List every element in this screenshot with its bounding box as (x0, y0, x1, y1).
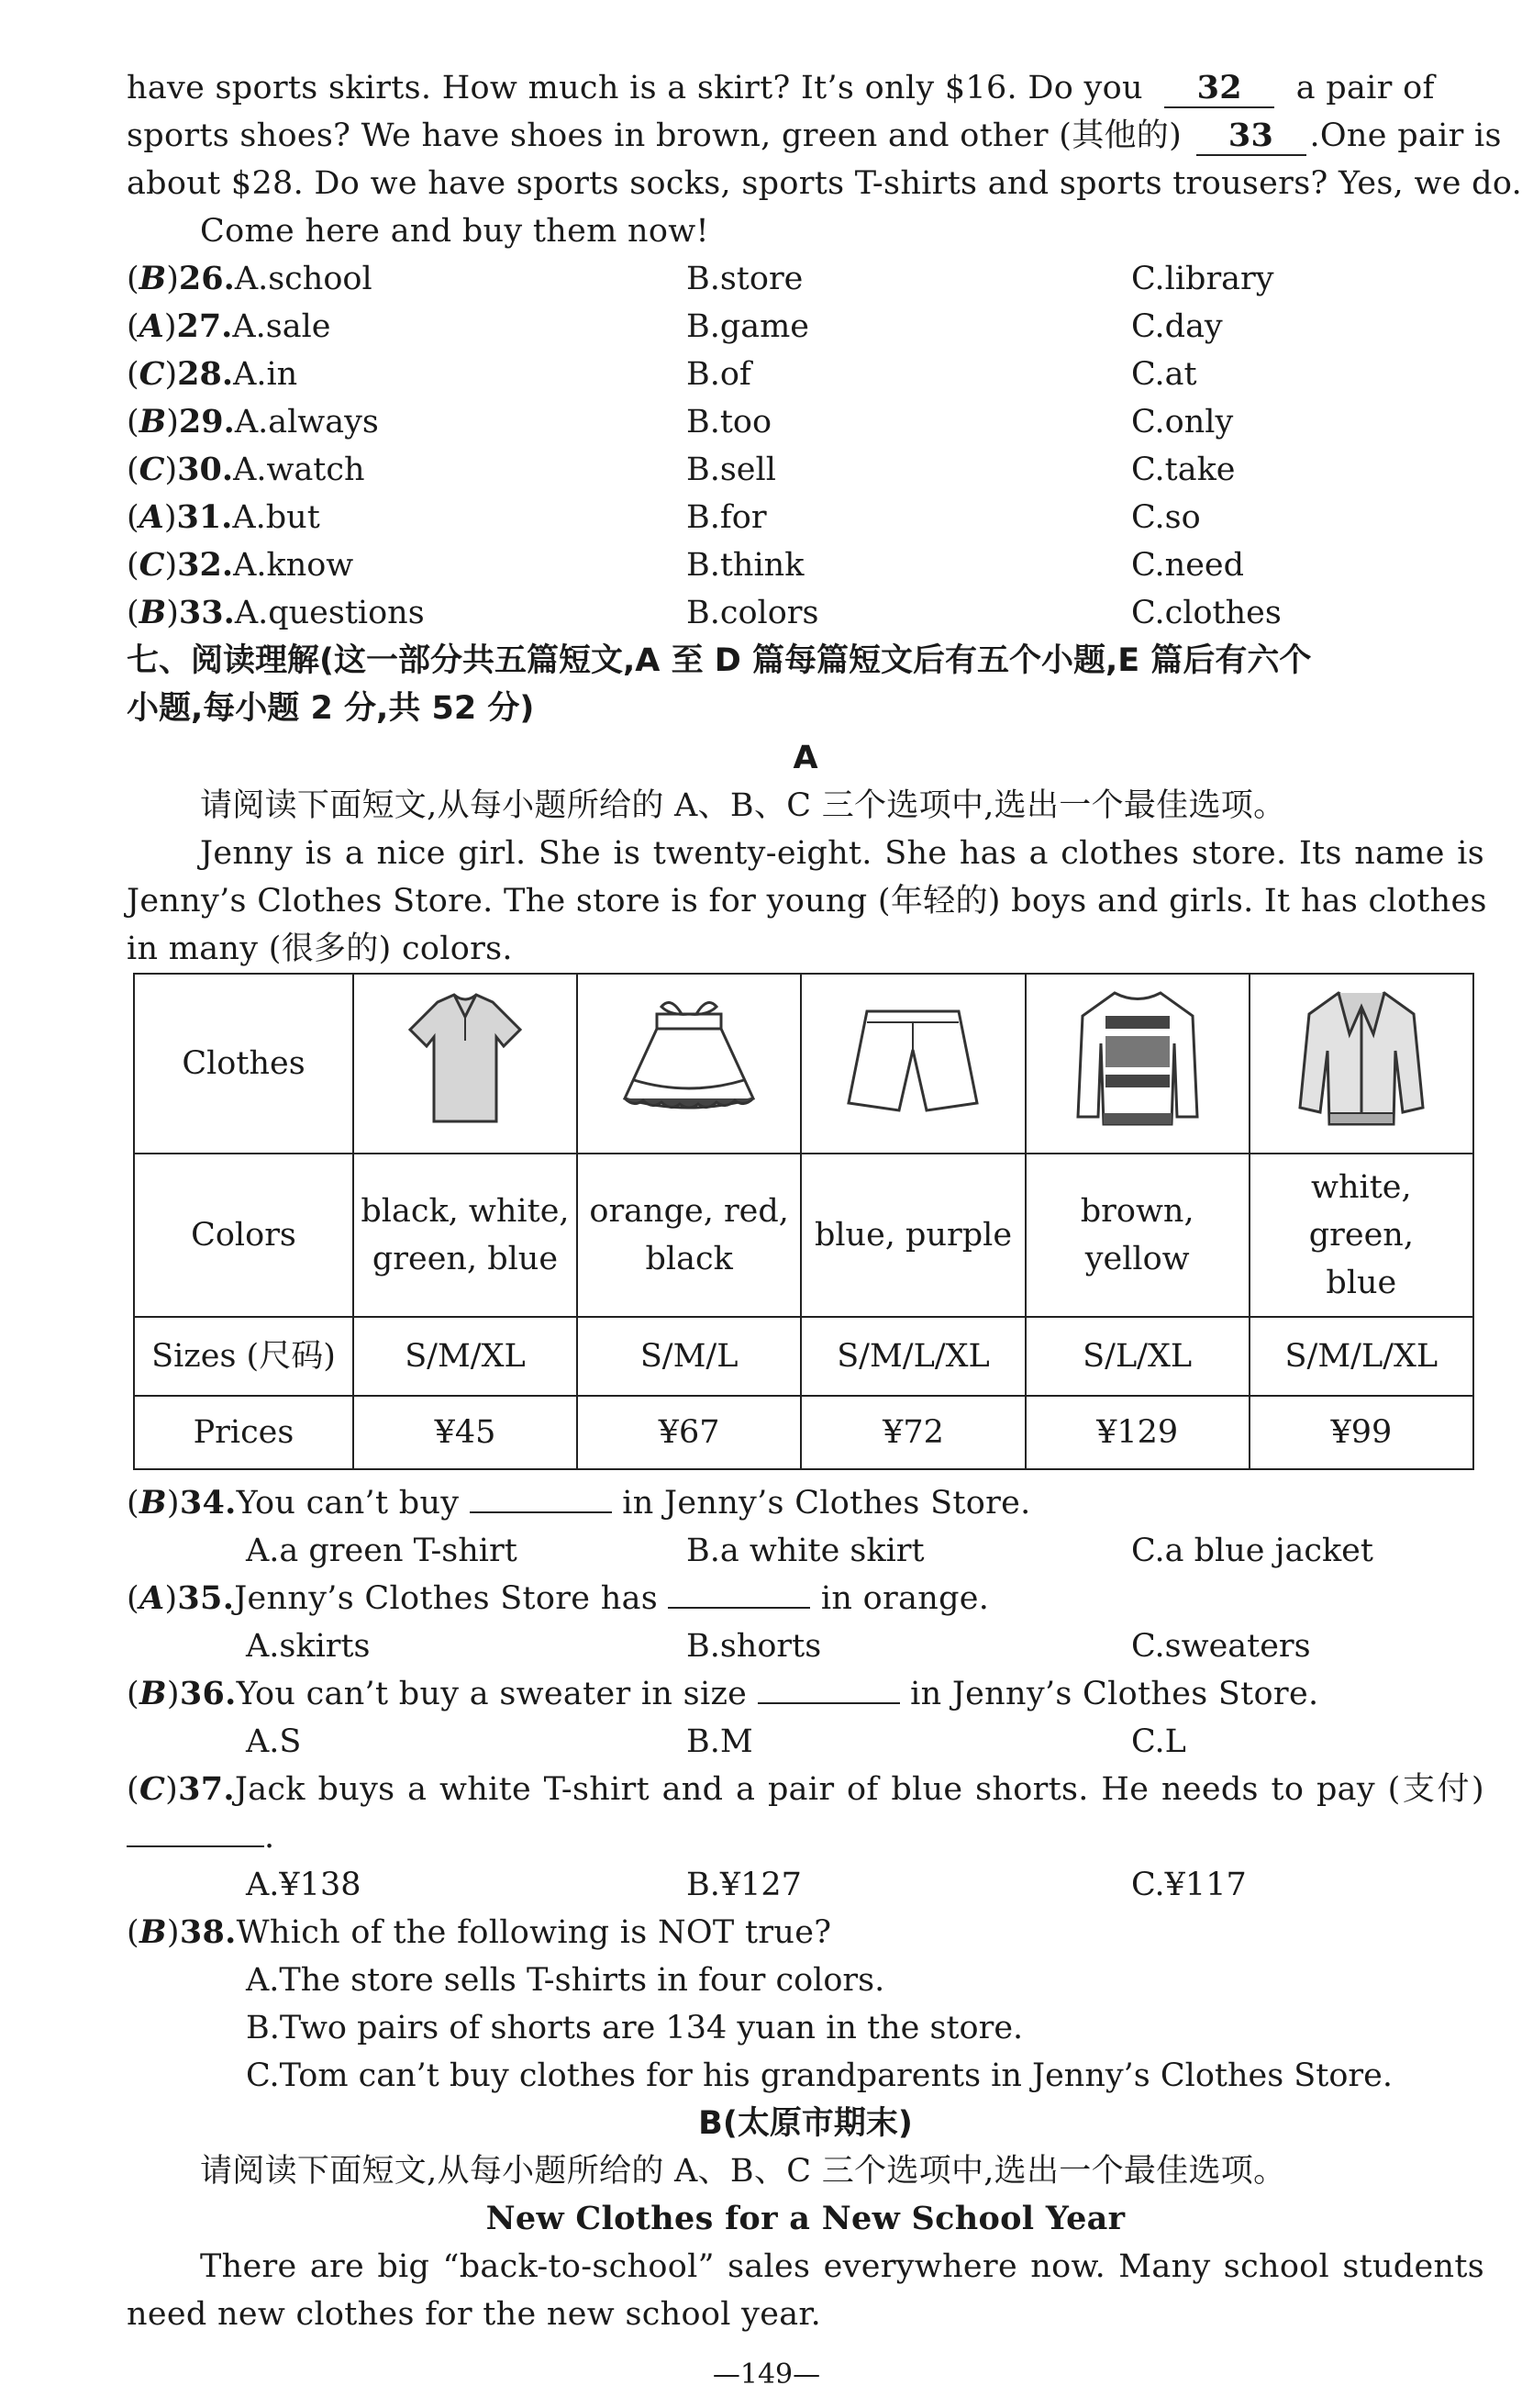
colors-cell: orange, red, black (577, 1154, 801, 1317)
option-b: B.think (686, 547, 805, 584)
size-cell: S/L/XL (1026, 1317, 1250, 1396)
option-c: C.¥117 (1131, 1867, 1247, 1903)
question-number: 36. (179, 1675, 237, 1712)
blank-32: 32 (1164, 70, 1274, 108)
shorts-icon (801, 974, 1025, 1154)
answer-blank (127, 1845, 264, 1847)
question-35: (A)35.Jenny’s Clothes Store has in orange. (127, 1579, 990, 1617)
option-b: B.for (686, 499, 767, 536)
passage-line: Jenny is a nice girl. She is twenty-eight. She has a clothes store. Its name is (200, 835, 1484, 872)
size-cell: S/M/L/XL (801, 1317, 1025, 1396)
option-b: B.colors (686, 595, 819, 631)
passage-text: sports shoes? We have shoes in brown, green and other (其他的) (127, 117, 1183, 154)
passage-line: in many (很多的) colors. (127, 931, 513, 967)
question-number: 31. (176, 498, 233, 536)
option-a: A.but (232, 499, 320, 536)
option-c: C.sweaters (1131, 1628, 1311, 1665)
price-cell: ¥67 (577, 1396, 801, 1469)
answer-mark: C (139, 355, 165, 393)
table-row (134, 1317, 1473, 1396)
option-b: B.of (686, 356, 751, 393)
passage-line: Come here and buy them now! (200, 213, 709, 250)
option-b: B.shorts (686, 1628, 822, 1665)
page-number: —149— (712, 2358, 821, 2391)
passage-text: a pair of (1295, 70, 1435, 106)
option-a: A.school (234, 261, 372, 297)
option-b: B.game (686, 308, 810, 345)
row-label: Prices (134, 1396, 353, 1469)
option-a: A.always (234, 404, 379, 440)
option-a: A.a green T-shirt (246, 1533, 517, 1569)
option-a: A.The store sells T-shirts in four colors. (246, 1962, 885, 1999)
option-c: C.a blue jacket (1131, 1533, 1373, 1569)
size-cell: S/M/L/XL (1250, 1317, 1473, 1396)
page: have sports skirts. How much is a skirt? It’s only $16. Do you 32 a pair of sports shoes? We have shoes in brown, green and other (其他的) 33 .One pair is about $28. Do we have sports socks, sports T-shirts and sports trousers? Yes, we do. Come here and buy them now! (B)26.A.school B.store C.library (A)27.A.sale B.game C.day (C)28.A.in B.of C.at (B)29.A.always B.too C.only (C)30.A.watch B.sell C.take (A)31.A.but B.for C.so (C)32.A.know B.think C.need (B)33.A.questions B.colors C.clothes 七、阅读理解(这一部分共五篇短文,A 至 D 篇每篇短文后有五个小题,E 篇后有六个 小题,每小题 2 分,共 52 分) A 请阅读下面短文,从每小题所给的 A、B、C 三个选项中,选出一个最佳选项。 Jenny is a nice girl. She is twenty-eight. She has a clothes store. Its name is Jenny’s Clothes Store. The store is for young (年轻的) boys and girls. It has clothes in many (很多的) colors. Clothes Colors black, white, green, blue orange, red, black blue, purple brown, yellow white, green, blue Sizes (尺码) S/M/XL S/M/L S/M/L/XL S/L/XL S/M/L/XL Prices ¥45 ¥67 ¥72 ¥129 ¥99 (B)34.You can’t buy in Jenny’s Clothes Store. A.a green T-shirt B.a white skirt C.a blue jacket (A)35.Jenny’s Clothes Store has in orange. A.skirts B.shorts C.sweaters (B)36.You can’t buy a sweater in size in Jenny’s Clothes Store. A.S B.M C.L (C)37.Jack buys a white T-shirt and a pair of blue shorts. He needs to pay (支付) . A.¥138 B.¥127 C.¥117 (B)38.Which of the following is NOT true? A.The store sells T-shirts in four colors. B.Two pairs of shorts are 134 yuan in the store. C.Tom can’t buy clothes for his grandparents in Jenny’s Clothes Store. B(太原市期末) 请阅读下面短文,从每小题所给的 A、B、C 三个选项中,选出一个最佳选项。 New Clothes for a New School Year There are big “back-to-school” sales everywhere now. Many school students need new clothes for the new school year. —149— (0, 0, 1533, 2408)
question-number: 38. (179, 1913, 237, 1951)
passage-line: about $28. Do we have sports socks, sports T-shirts and sports trousers? Yes, we do. (127, 165, 1523, 202)
price-cell: ¥129 (1026, 1396, 1250, 1469)
question-number: 27. (176, 307, 233, 345)
t-shirt-icon (353, 974, 577, 1154)
passage-b-label: B(太原市期末) (698, 2105, 913, 2142)
option-b: B.too (686, 404, 772, 440)
passage-text: have sports skirts. How much is a skirt? It’s only $16. Do you (127, 70, 1143, 106)
passage-line (127, 64, 1484, 112)
size-cell: S/M/L (577, 1317, 801, 1396)
price-cell: ¥99 (1250, 1396, 1473, 1469)
jacket-icon (1250, 974, 1473, 1154)
option-a: A.watch (233, 452, 365, 488)
answer-mark: A (139, 1579, 165, 1617)
table-row (134, 1396, 1473, 1469)
option-c: C.only (1131, 404, 1234, 440)
colors-cell: brown, yellow (1026, 1154, 1250, 1317)
option-b: B.sell (686, 452, 776, 488)
question-number: 35. (177, 1579, 235, 1617)
instruction: 请阅读下面短文,从每小题所给的 A、B、C 三个选项中,选出一个最佳选项。 (200, 787, 1286, 824)
passage-line: need new clothes for the new school year. (127, 2296, 822, 2333)
option-a: A.S (246, 1723, 302, 1760)
answer-mark: B (139, 1675, 167, 1712)
answer-mark: C (139, 1770, 166, 1808)
colors-cell: blue, purple (801, 1154, 1025, 1317)
clothes-table (133, 973, 1474, 1470)
option-a: A.in (233, 356, 298, 393)
colors-cell: white, green, blue (1250, 1154, 1473, 1317)
question-37-blank: . (127, 1813, 1484, 1861)
price-cell: ¥72 (801, 1396, 1025, 1469)
option-b: B.Two pairs of shorts are 134 yuan in the store. (246, 2010, 1024, 2046)
option-b: B.¥127 (686, 1867, 802, 1903)
passage-line: Jenny’s Clothes Store. The store is for young (年轻的) boys and girls. It has clothes (127, 883, 1487, 920)
option-b: B.a white skirt (686, 1533, 925, 1569)
answer-mark: B (139, 403, 167, 440)
price-cell: ¥45 (353, 1396, 577, 1469)
row-label: Clothes (134, 974, 353, 1154)
option-c: C.take (1131, 452, 1236, 488)
table-row (134, 974, 1473, 1154)
question-36: (B)36.You can’t buy a sweater in size in Jenny’s Clothes Store. (127, 1675, 1319, 1712)
blank-33: 33 (1196, 117, 1306, 156)
question-number: 29. (178, 403, 235, 440)
colors-cell: black, white, green, blue (353, 1154, 577, 1317)
option-a: A.skirts (246, 1628, 371, 1665)
question-34: (B)34.You can’t buy in Jenny’s Clothes Store. (127, 1484, 1031, 1522)
question-number: 33. (178, 594, 235, 631)
sweater-icon (1026, 974, 1250, 1154)
option-b: B.store (686, 261, 804, 297)
option-a: A.questions (234, 595, 425, 631)
option-c: C.library (1131, 261, 1274, 297)
question-number: 32. (177, 546, 234, 584)
question-number: 30. (177, 451, 234, 488)
question-37: (C)37.Jack buys a white T-shirt and a pair of blue shorts. He needs to pay (支付) (127, 1770, 1484, 1808)
answer-mark: A (139, 498, 164, 536)
question-number: 26. (178, 260, 235, 297)
table-row (134, 1154, 1473, 1317)
answer-mark: B (139, 1484, 167, 1522)
question-number: 37. (178, 1770, 235, 1808)
question-38: (B)38.Which of the following is NOT true? (127, 1913, 832, 1951)
row-label: Sizes (尺码) (134, 1317, 353, 1396)
option-a: A.¥138 (246, 1867, 361, 1903)
option-c: C.at (1131, 356, 1197, 393)
option-c: C.Tom can’t buy clothes for his grandparents in Jenny’s Clothes Store. (246, 2057, 1393, 2094)
option-c: C.clothes (1131, 595, 1282, 631)
answer-mark: B (139, 260, 167, 297)
option-b: B.M (686, 1723, 753, 1760)
passage-a-label: A (793, 740, 818, 776)
section-heading: 七、阅读理解(这一部分共五篇短文,A 至 D 篇每篇短文后有五个小题,E 篇后有六个 (127, 642, 1312, 679)
answer-mark: C (139, 451, 165, 488)
answer-mark: B (139, 1913, 167, 1951)
answer-mark: C (139, 546, 165, 584)
passage-line (127, 112, 1502, 160)
passage-line: There are big “back-to-school” sales everywhere now. Many school students (200, 2248, 1484, 2285)
option-c: C.so (1131, 499, 1201, 536)
question-number: 28. (177, 355, 234, 393)
row-label: Colors (134, 1154, 353, 1317)
question-number: 34. (179, 1484, 237, 1522)
passage-b-title: New Clothes for a New School Year (485, 2200, 1126, 2237)
size-cell: S/M/XL (353, 1317, 577, 1396)
answer-mark: A (139, 307, 164, 345)
answer-mark: B (139, 594, 167, 631)
option-a: A.know (233, 547, 354, 584)
answer-blank (668, 1607, 810, 1609)
option-c: C.day (1131, 308, 1223, 345)
answer-blank (470, 1511, 612, 1513)
section-heading: 小题,每小题 2 分,共 52 分) (127, 690, 535, 727)
skirt-icon (577, 974, 801, 1154)
passage-text: .One pair is (1309, 117, 1502, 154)
option-a: A.sale (232, 308, 331, 345)
instruction: 请阅读下面短文,从每小题所给的 A、B、C 三个选项中,选出一个最佳选项。 (200, 2153, 1286, 2190)
option-c: C.L (1131, 1723, 1186, 1760)
option-c: C.need (1131, 547, 1245, 584)
answer-blank (758, 1702, 900, 1704)
